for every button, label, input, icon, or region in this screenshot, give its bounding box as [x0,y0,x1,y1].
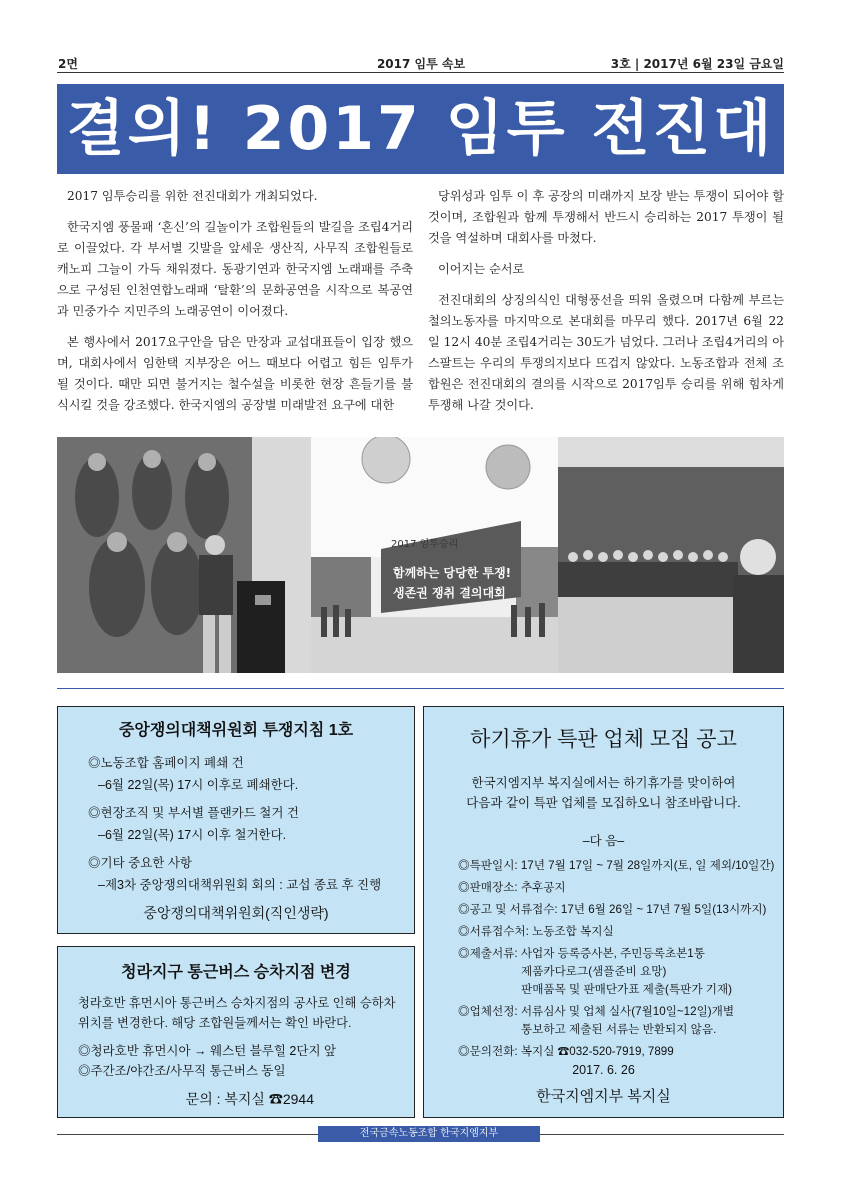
photo-speaker [57,437,311,673]
notice-date: 2017. 6. 26 [572,1063,635,1077]
notice-item: ◎업체선정: 서류심사 및 업체 실사(7월10일~12일)개별 [458,1005,735,1018]
notice-title: 청라지구 통근버스 승차지점 변경 [121,964,351,981]
union-footer: 전국금속노동조합 한국지엠지부 [318,1126,540,1142]
page-number: 2면 [58,57,78,71]
notice-intro: 한국지엠지부 복지실에서는 하기휴가를 맞이하여 [471,776,736,790]
notice-item: ◎노동조합 홈페이지 폐쇄 건 [88,756,244,770]
notice-signature: 한국지엠지부 복지실 [536,1088,671,1105]
notice-text: 청라호반 휴먼시아 통근버스 승차지점의 공사로 인해 승하차 [78,996,396,1010]
article-paragraph: 당위성과 임투 이 후 공장의 미래까지 보장 받는 투쟁이 되어야 할 것이며, 조합원과 함께 투쟁해서 반드시 승리하는 2017 투쟁이 될 것을 역설하며 대회사를 마쳤다. [428,189,784,245]
notice-item: –6월 22일(목) 17시 이후 철거한다. [98,828,287,842]
article-paragraph: 2017 임투승리를 위한 전진대회가 개최되었다. [67,189,318,203]
article-right-column [428,186,784,426]
photo-rally-banner [311,437,558,673]
notice-item: –6월 22일(목) 17시 이후로 폐쇄한다. [98,778,299,792]
bus-stop-change-notice [57,946,415,1118]
rally-banner-text: 함께하는 당당한 투쟁! [393,566,512,580]
notice-item: 판매품목 및 판매단가표 제출(특판가 기재) [521,983,732,996]
article-paragraph: 전진대회의 상징의식인 대형풍선을 띄워 올렸으며 다함께 부르는 철의노동자를 마지막으로 본대회를 마무리 했다. 2017년 6월 22일 12시 40분 조립4거리는 30도가 넘었다. 그러나 조립4거리의 아스팔트는 우리의 투쟁의지보다 뜨겁지 않았다. 노동조합과 전체 조합원은 전진대회의 결의를 시작으로 2017임투 승리를 위해 힘차게 투쟁해 나갈 것이다. [428,293,784,412]
rally-banner-text: 생존권 쟁취 결의대회 [393,586,506,600]
contact-info: 문의 : 복지실 ☎2944 [185,1091,314,1107]
article-paragraph: 이어지는 순서로 [438,262,525,276]
notice-item: ◎공고 및 서류접수: 17년 6월 26일 ~ 17년 7월 5일(13시까지) [458,903,767,916]
header-rule [57,72,784,73]
notice-item: 통보하고 제출된 서류는 반환되지 않음. [521,1023,717,1036]
issue-date: 3호 | 2017년 6월 23일 금요일 [610,57,784,71]
headline-banner: 결의! 2017 임투 전진대회 [57,84,784,174]
strike-guideline-notice [57,706,415,934]
notice-item: ◎주간조/야간조/사무직 통근버스 동일 [78,1064,286,1078]
notice-intro: 다음과 같이 특판 업체를 모집하오니 참조바랍니다. [466,796,741,810]
notice-title: 중앙쟁의대책위원회 투쟁지침 1호 [118,722,354,739]
photo-crowd-salute [558,437,784,673]
notice-signature: 중앙쟁의대책위원회(직인생략) [143,905,329,921]
section-divider [57,688,784,689]
notice-title: 하기휴가 특판 업체 모집 공고 [470,728,737,751]
notice-item: ◎서류접수처: 노동조합 복지실 [458,925,614,938]
newsletter-title: 2017 임투 속보 [376,57,466,71]
notice-heading: –다 음– [582,834,625,848]
vendor-recruitment-notice [423,706,784,1118]
article-left-column [57,186,413,426]
notice-item: ◎기타 중요한 사항 [88,856,192,870]
rally-banner-caption: 2017 임투승리 [391,539,459,550]
notice-item: 제품카다로그(샘플준비 요망) [521,965,667,978]
notice-item: ◎청라호반 휴먼시아 → 웨스턴 블루힐 2단지 앞 [78,1044,337,1058]
notice-item: –제3차 중앙쟁의대책위원회 회의 : 교섭 종료 후 진행 [98,878,382,892]
notice-item: ◎제출서류: 사업자 등록증사본, 주민등록초본1통 [458,947,705,960]
article-paragraph: 본 행사에서 2017요구안을 담은 만장과 교섭대표들이 입장 했으며, 대회사에서 임한택 지부장은 어느 때보다 어렵고 힘든 임투가 될 것이다. 때만 되면 불거지는 철수설을 비롯한 현장 흔들기를 불식시킬 것을 강조했다. 한국지엠의 공장별 미래발전 요구에 대한 [57,335,413,412]
notice-item: ◎판매장소: 추후공지 [458,881,566,894]
notice-item: ◎현장조직 및 부서별 플랜카드 철거 건 [88,806,299,820]
notice-text: 위치를 변경한다. 해당 조합원들께서는 확인 바란다. [78,1016,352,1030]
article-paragraph: 한국지엠 풍물패 ‘혼신’의 길놀이가 조합원들의 발길을 조립4거리로 이끌었다. 각 부서별 깃발을 앞세운 생산직, 사무직 조합원들로 캐노피 그늘이 가득 채워졌다. 동광기연과 한국지엠 노래패를 주축으로 구성된 인천연합노래패 ‘탈환’의 문화공연을 시작으로 복공연과 민중가수 지민주의 노래공연이 이어졌다. [57,220,413,318]
notice-item: ◎특판일시: 17년 7월 17일 ~ 7월 28일까지(토, 일 제외/10일간) [458,859,775,872]
notice-item: ◎문의전화: 복지실 ☎032-520-7919, 7899 [458,1045,674,1058]
